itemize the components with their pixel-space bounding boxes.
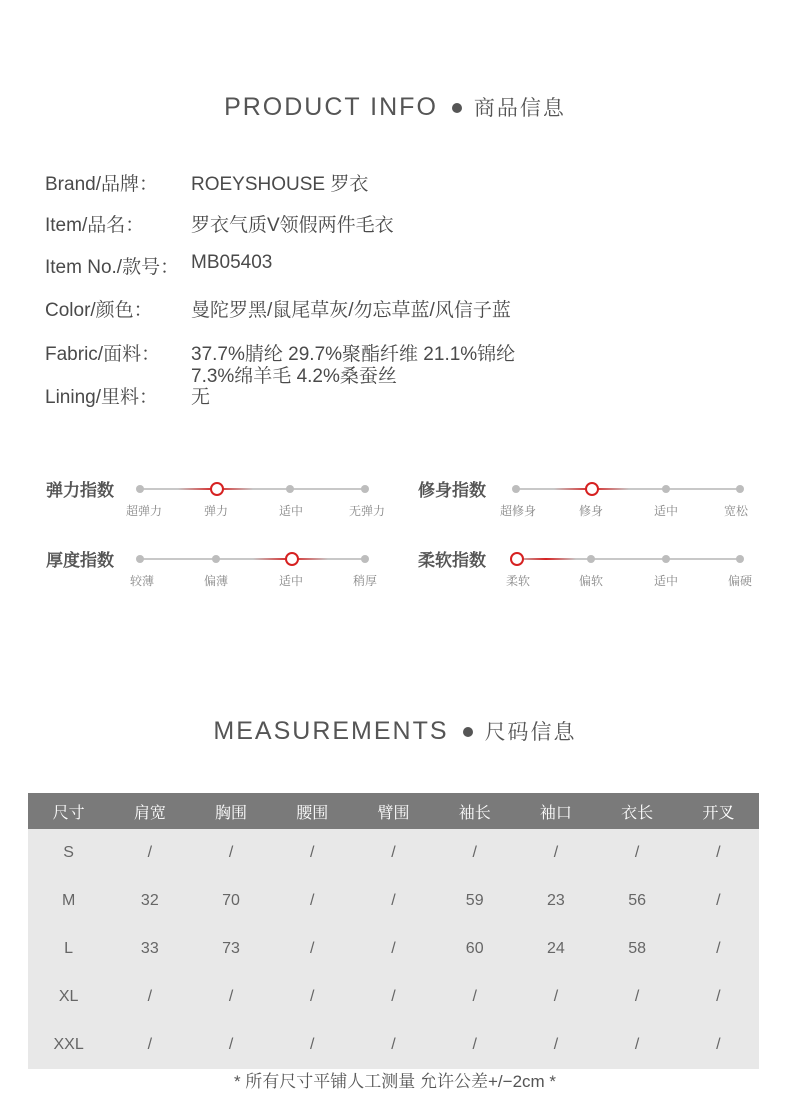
- table-cell: S: [28, 829, 109, 877]
- table-cell: 23: [515, 877, 596, 925]
- color-value: 曼陀罗黑/鼠尾草灰/勿忘草蓝/风信子蓝: [191, 300, 511, 321]
- index-point: [662, 555, 670, 563]
- table-cell: /: [434, 829, 515, 877]
- table-cell: /: [434, 973, 515, 1021]
- table-cell: /: [109, 1021, 190, 1069]
- index-point-selected: [285, 552, 299, 566]
- table-cell: 73: [190, 925, 271, 973]
- index-point: [136, 555, 144, 563]
- brand-label: Brand/品牌：: [45, 174, 158, 195]
- lining-value: 无: [191, 387, 211, 408]
- index-label: 弹力指数: [46, 481, 114, 500]
- product-info-title: [0, 92, 790, 122]
- header-chest: 胸围: [190, 793, 271, 829]
- index-option: 柔软: [505, 574, 531, 588]
- table-header-row: [28, 793, 759, 829]
- index-point-selected: [210, 482, 224, 496]
- table-cell: /: [678, 1021, 759, 1069]
- table-cell: 58: [597, 925, 678, 973]
- index-label: 柔软指数: [418, 551, 486, 570]
- table-cell: M: [28, 877, 109, 925]
- table-row: [28, 829, 759, 877]
- index-point: [512, 485, 520, 493]
- table-cell: /: [190, 973, 271, 1021]
- header-length: 衣长: [597, 793, 678, 829]
- index-point: [587, 555, 595, 563]
- index-point: [736, 485, 744, 493]
- index-option: 弹力: [203, 504, 229, 518]
- table-cell: /: [678, 973, 759, 1021]
- table-cell: 70: [190, 877, 271, 925]
- table-cell: /: [190, 829, 271, 877]
- table-cell: /: [678, 829, 759, 877]
- table-cell: /: [272, 877, 353, 925]
- index-option: 偏硬: [727, 574, 753, 588]
- table-cell: 60: [434, 925, 515, 973]
- table-row: [28, 973, 759, 1021]
- index-option: 适中: [278, 574, 304, 588]
- measurements-title-cn: 尺码信息: [484, 721, 577, 744]
- index-option: 无弹力: [348, 504, 386, 518]
- index-option: 超弹力: [125, 504, 163, 518]
- bullet-dot-icon: [452, 103, 462, 113]
- table-cell: 56: [597, 877, 678, 925]
- table-cell: /: [678, 877, 759, 925]
- index-point: [286, 485, 294, 493]
- fabric-value: 37.7%腈纶 29.7%聚酯纤维 21.1%锦纶: [191, 344, 516, 365]
- table-cell: 32: [109, 877, 190, 925]
- index-label: 厚度指数: [46, 551, 114, 570]
- index-point-selected: [585, 482, 599, 496]
- measurement-note: * 所有尺寸平铺人工测量 允许公差+/−2cm *: [233, 1072, 557, 1091]
- index-label: 修身指数: [418, 481, 486, 500]
- table-cell: /: [597, 829, 678, 877]
- table-cell: /: [353, 877, 434, 925]
- table-cell: 24: [515, 925, 596, 973]
- item-no-label: Item No./款号：: [45, 257, 180, 278]
- header-arm: 臂围: [353, 793, 434, 829]
- index-option: 超修身: [499, 504, 537, 518]
- table-cell: /: [678, 925, 759, 973]
- table-cell: /: [272, 973, 353, 1021]
- header-waist: 腰围: [272, 793, 353, 829]
- lining-label: Lining/里料：: [45, 387, 158, 408]
- table-cell: L: [28, 925, 109, 973]
- item-no-value: MB05403: [191, 252, 273, 273]
- table-cell: /: [597, 1021, 678, 1069]
- index-option: 宽松: [723, 504, 749, 518]
- table-cell: 33: [109, 925, 190, 973]
- measurements-table: [28, 793, 759, 1069]
- index-point: [736, 555, 744, 563]
- index-option: 适中: [653, 504, 679, 518]
- index-option: 修身: [578, 504, 604, 518]
- measurements-title-en: MEASUREMENTS: [213, 717, 449, 745]
- table-row: [28, 877, 759, 925]
- header-size: 尺寸: [28, 793, 109, 829]
- index-option: 较薄: [129, 574, 155, 588]
- table-cell: /: [109, 829, 190, 877]
- header-cuff: 袖口: [515, 793, 596, 829]
- index-highlight: [516, 558, 576, 560]
- index-point: [662, 485, 670, 493]
- header-sleeve-length: 袖长: [434, 793, 515, 829]
- index-point: [361, 555, 369, 563]
- table-cell: /: [272, 1021, 353, 1069]
- index-point-selected: [510, 552, 524, 566]
- table-cell: XL: [28, 973, 109, 1021]
- fabric-label: Fabric/面料：: [45, 344, 161, 365]
- bullet-dot-icon: [463, 727, 473, 737]
- table-cell: /: [353, 973, 434, 1021]
- product-info-title-cn: 商品信息: [473, 97, 566, 120]
- measurements-title: [0, 716, 790, 746]
- product-info-title-en: PRODUCT INFO: [224, 93, 438, 121]
- color-label: Color/颜色：: [45, 300, 153, 321]
- index-option: 偏薄: [203, 574, 229, 588]
- table-cell: XXL: [28, 1021, 109, 1069]
- table-cell: /: [515, 973, 596, 1021]
- index-point: [136, 485, 144, 493]
- table-cell: /: [109, 973, 190, 1021]
- index-point: [212, 555, 220, 563]
- index-point: [361, 485, 369, 493]
- brand-value: ROEYSHOUSE 罗衣: [191, 174, 369, 195]
- table-cell: /: [515, 1021, 596, 1069]
- item-value: 罗衣气质V领假两件毛衣: [191, 215, 394, 236]
- item-label: Item/品名：: [45, 215, 145, 236]
- table-cell: /: [353, 829, 434, 877]
- index-option: 适中: [278, 504, 304, 518]
- table-cell: /: [434, 1021, 515, 1069]
- table-cell: /: [272, 925, 353, 973]
- table-cell: 59: [434, 877, 515, 925]
- table-cell: /: [353, 925, 434, 973]
- table-row: [28, 925, 759, 973]
- header-slit: 开叉: [678, 793, 759, 829]
- index-option: 稍厚: [352, 574, 378, 588]
- fabric-value-line2: 7.3%绵羊毛 4.2%桑蚕丝: [191, 366, 397, 387]
- table-cell: /: [272, 829, 353, 877]
- table-cell: /: [190, 1021, 271, 1069]
- table-cell: /: [515, 829, 596, 877]
- table-cell: /: [353, 1021, 434, 1069]
- header-shoulder: 肩宽: [109, 793, 190, 829]
- index-option: 偏软: [578, 574, 604, 588]
- index-option: 适中: [653, 574, 679, 588]
- table-row: [28, 1021, 759, 1069]
- table-cell: /: [597, 973, 678, 1021]
